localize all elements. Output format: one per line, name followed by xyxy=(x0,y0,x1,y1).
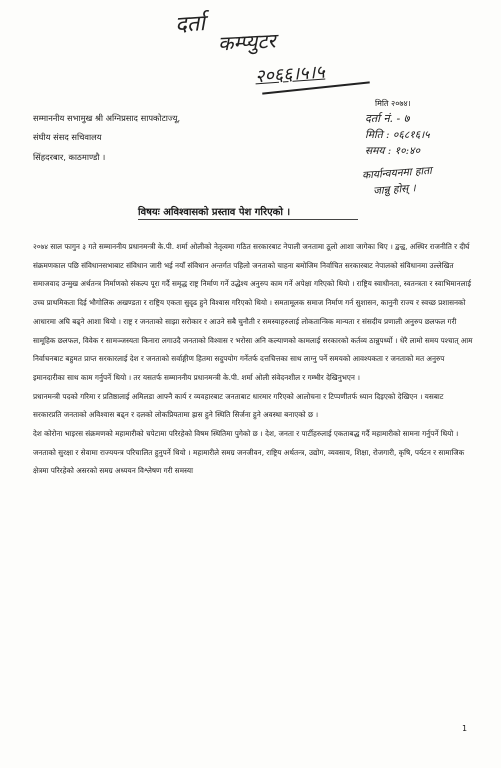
registration-stamp xyxy=(361,98,495,198)
stamp-note-2: जान्नु होस् । xyxy=(372,182,417,198)
subject-heading: विषयः अविश्वासको प्रस्ताव पेश गरिएको । xyxy=(138,207,291,218)
body-paragraph-3: देश कोरोना भाइरस संक्रमणको महामारीको चपेटामा परिरहेको विषम स्थितिमा पुगेको छ । देश, जनता र पार्टीहरुलाई एकताबद्ध गर्दै महामारीको सामना गर्नुपर्ने थियो । जनताको सुरक्षा र सेवामा राज्ययन्त्र परिचालित हुनुपर्ने थियो । महामारीले समग्र जनजीवन, राष्ट्रिय अर्थतन्त्र, उद्योग, व्यवसाय, शिक्षा, रोजगारी, कृषि, पर्यटन र सामाजिक क्षेत्रमा परिरहेको असरको समग्र अध्ययन विश्लेषण गरी समस्या xyxy=(33,429,465,476)
handwritten-computer-label: कम्प्युटर xyxy=(217,28,277,56)
handwritten-darta-label: दर्ता xyxy=(174,10,206,39)
stamp-note-1: कार्यान्वयनमा हाता xyxy=(361,164,433,182)
stamp-time: समय : १०:४० xyxy=(365,145,421,157)
letter-body xyxy=(33,238,473,481)
stamp-darta-number: दर्ता नं. - ७ xyxy=(365,112,410,125)
recipient-name-line: सम्माननीय सभामुख श्री अग्निप्रसाद सापकोटाज्यू, xyxy=(33,113,181,123)
stamp-date: मिति : ०६८१६।५ xyxy=(365,129,430,141)
stamp-date-printed: मिति २०७४। xyxy=(375,99,411,108)
recipient-office-line: संघीय संसद सचिवालय xyxy=(33,132,102,142)
body-paragraph-1: २०७४ साल फागुन ३ गते सम्माननीय प्रधानमन्त्री के.पी. शर्मा ओलीको नेतृत्वमा गठित सरकारबाट नेपाली जनतामा ठूलो आशा जागेका थिए । द्वन्द्व, अस्थिर राजनीति र दीर्घ संक्रमणकाल पछि संविधानसभाबाट संविधान जारी भई नयाँ संविधान अन्तर्गत पहिलो जनताको चाहना बमोजिम निर्वाचित सरकारबाट नेपालको संविधानमा उल्लेखित समाजवाद उन्मुख अर्थतन्त्र निर्माणको संकल्प पूरा गर्दै समृद्ध राष्ट्र निर्माण गर्ने उद्धेश्य अनुरुप काम गर्ने अपेक्षा गरिएको थियो । राष्ट्रिय स्वाधीनता, स्वतन्त्रता र स्वाभिमानलाई उच्च प्राथमिकता दिई भौगोलिक अखण्डता र राष्ट्रिय एकता सुदृढ हुने विश्वास गरिएको थियो । समतामूलक समाज निर्माण गर्न सुशासन, कानुनी राज्य र स्वच्छ प्रशासनको आधारमा अघि बढ्ने आशा थियो । राष्ट्र र जनताको साझा सरोकार र आउने सबै चुनौती र समस्याहरुलाई लोकतान्त्रिक मान्यता र संसदीय प्रणाली अनुरुप छलफल गरी सामूहिक छलफल, विवेक र सामञ्जस्यता किनारा लगाउदै जनताको विश्वास र भरोसा अनि कल्याणको कामलाई सरकारको कर्तव्य ठान्नुपर्थ्यो । धेरै लामो समय पश्चात् आम निर्वाचनबाट बहुमत प्राप्त सरकारलाई देश र जनताको सर्वाङ्गीण हितमा सदुपयोग गर्नेतर्फ दत्तचित्तका साथ लाग्नु पर्ने समयको आवश्यकता र जनताको मत अनुरुप इमानदारीका साथ काम गर्नुपर्ने थियो । तर यसतर्फ सम्माननीय प्रधानमन्त्री के.पी. शर्मा ओली संवेदनशील र गम्भीर देखिनुभएन । xyxy=(33,242,473,382)
recipient-location-line: सिंहदरबार, काठमाण्डौ । xyxy=(33,152,106,162)
page-number: 1 xyxy=(462,724,468,733)
handwritten-date: २०६६।५।५ xyxy=(254,61,326,88)
body-paragraph-2: प्रधानमन्त्री पदको गरिमा र प्रतिष्ठालाई अमिलडा आफ्नै कार्य र व्यवहारबाट जनताबाट धारमार गरिएको आलोचना र टिप्पणीतर्फ ध्यान दिइएको देखिएन । यसबाट सरकारप्रति जनताको अविश्वास बढ्न र दलको लोकप्रियतामा ह्रास हुने स्थिति सिर्जना हुने अवस्था बनाएको छ । xyxy=(33,391,444,420)
subject-underline xyxy=(138,219,358,220)
